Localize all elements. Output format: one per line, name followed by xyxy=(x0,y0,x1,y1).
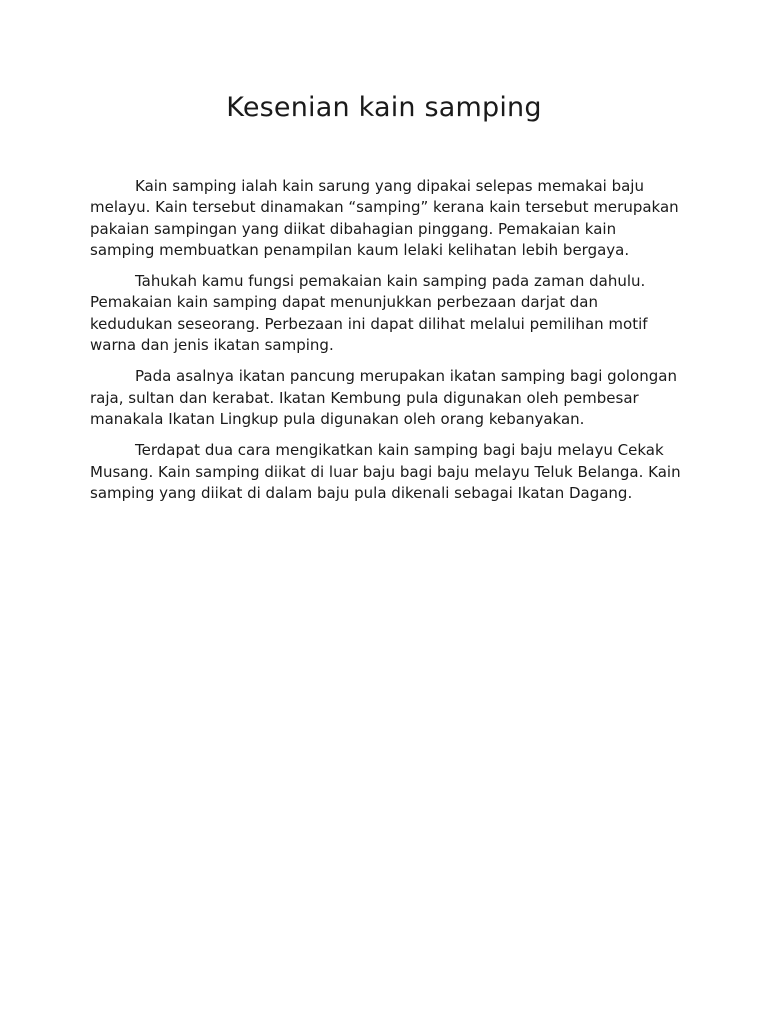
paragraph: Kain samping ialah kain sarung yang dipakai selepas memakai baju melayu. Kain tersebut dinamakan “samping” kerana kain tersebut merupakan pakaian sampingan yang diikat dibahagian pinggang. Pemakaian kain samping membuatkan penampilan kaum lelaki kelihatan lebih bergaya. xyxy=(90,177,679,259)
paragraph: Pada asalnya ikatan pancung merupakan ikatan samping bagi golongan raja, sultan dan kerabat. Ikatan Kembung pula digunakan oleh pembesar manakala Ikatan Lingkup pula digunakan oleh orang kebanyakan. xyxy=(90,367,677,428)
document-body xyxy=(90,176,682,514)
paragraph: Tahukah kamu fungsi pemakaian kain samping pada zaman dahulu. Pemakaian kain samping dapat menunjukkan perbezaan darjat dan kedudukan seseorang. Perbezaan ini dapat dilihat melalui pemilihan motif warna dan jenis ikatan samping. xyxy=(90,272,648,355)
paragraph: Terdapat dua cara mengikatkan kain samping bagi baju melayu Cekak Musang. Kain samping diikat di luar baju bagi baju melayu Teluk Belanga. Kain samping yang diikat di dalam baju pula dikenali sebagai Ikatan Dagang. xyxy=(90,441,681,502)
document-title: Kesenian kain samping xyxy=(226,92,542,123)
